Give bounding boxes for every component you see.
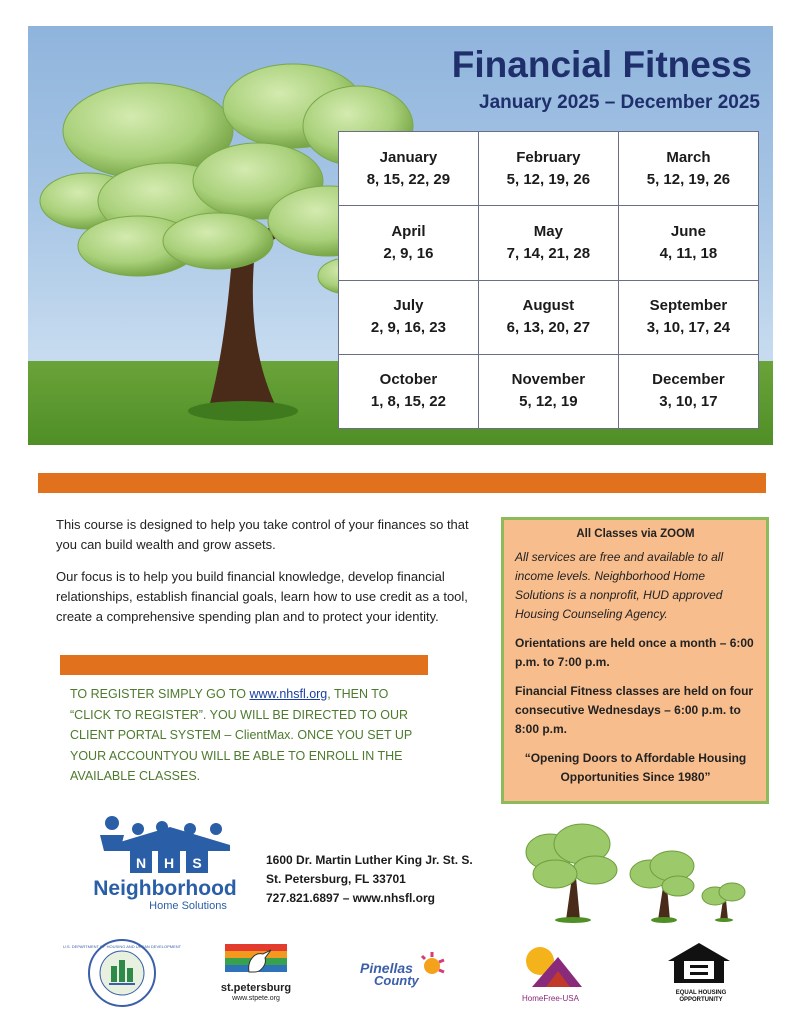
stpete-url: www.stpete.org — [232, 995, 280, 1002]
classes-text: Financial Fitness classes are held on four consecutive Wednesdays – 6:00 p.m. to 8:00 p.m. — [515, 684, 754, 736]
homefree-usa-logo — [522, 943, 588, 1004]
hud-seal-text: U.S. DEPARTMENT OF HOUSING AND URBAN DEVELOPMENT — [62, 944, 182, 949]
address-block — [266, 851, 473, 908]
register-link[interactable]: www.nhsfl.org — [249, 687, 328, 701]
orange-divider-small — [60, 655, 428, 675]
intro-paragraph-1: This course is designed to help you take control of your finances so that you can build wealth and grow assets. — [56, 517, 469, 552]
page-title: Financial Fitness — [451, 44, 752, 85]
calendar-cell: September 3, 10, 17, 24 — [618, 280, 758, 354]
equal-housing-logo — [666, 941, 736, 1004]
county-word: County — [374, 973, 419, 988]
calendar-cell: April 2, 9, 16 — [339, 206, 479, 280]
intro-paragraph-2: Our focus is to help you build financial knowledge, develop financial relationships, establish financial goals, learn how to use credit as a tool, create a comprehensive spending plan and to protect your identity. — [56, 569, 468, 624]
register-text-before: TO REGISTER SIMPLY GO TO — [70, 687, 250, 701]
pinellas-word: Pinellas — [360, 960, 413, 976]
info-box — [501, 517, 769, 804]
stpete-logo — [219, 942, 293, 1003]
course-description — [56, 515, 492, 639]
contact-line: 727.821.6897 – www.nhsfl.org — [266, 891, 435, 905]
hud-seal-icon — [62, 938, 182, 1008]
sun-icon — [416, 950, 448, 982]
logo-name: Neighborhood — [93, 877, 237, 900]
logo-tagline: Home Solutions — [149, 900, 227, 912]
registration-instructions — [70, 684, 432, 787]
calendar-cell: March 5, 12, 19, 26 — [618, 132, 758, 206]
slogan: “Opening Doors to Affordable Housing Opportunities Since 1980” — [524, 751, 747, 784]
orientation-text: Orientations are held once a month – 6:00 p.m. to 7:00 p.m. — [515, 636, 754, 669]
logo-letter-h: H — [163, 855, 175, 871]
equal-housing-icon — [666, 941, 732, 985]
calendar-cell: February 5, 12, 19, 26 — [478, 132, 618, 206]
stpete-pelican-icon — [219, 942, 293, 978]
stpete-name: st.petersburg — [220, 982, 292, 994]
tree-illustration — [28, 26, 388, 445]
homefree-house-icon — [522, 943, 584, 989]
calendar-cell: July 2, 9, 16, 23 — [339, 280, 479, 354]
calendar-cell: December 3, 10, 17 — [618, 354, 758, 428]
pinellas-county-logo — [360, 950, 460, 994]
free-services-text: All services are free and available to all income levels. Neighborhood Home Solutions is a nonprofit, HUD approved Housing Counseling Agency. — [515, 550, 724, 621]
class-calendar — [338, 131, 759, 429]
homefree-text: HomeFree-USA — [522, 994, 579, 1003]
register-text-after: , THEN TO “CLICK TO REGISTER”. YOU WILL BE DIRECTED TO OUR CLIENT PORTAL SYSTEM – ClientMax. ONCE YOU SET UP YOUR ACCOUNTYOU WILL BE ABLE TO ENROLL IN THE AVAILABLE CLASSES. — [70, 687, 412, 783]
address-line-1: 1600 Dr. Martin Luther King Jr. St. S. — [266, 853, 473, 867]
page-subtitle: January 2025 – December 2025 — [479, 92, 760, 113]
eho-line-2: OPPORTUNITY — [679, 997, 723, 1003]
small-trees-icon — [520, 822, 760, 922]
calendar-cell: November 5, 12, 19 — [478, 354, 618, 428]
calendar-cell: June 4, 11, 18 — [618, 206, 758, 280]
calendar-cell: October 1, 8, 15, 22 — [339, 354, 479, 428]
calendar-cell: May 7, 14, 21, 28 — [478, 206, 618, 280]
calendar-cell: August 6, 13, 20, 27 — [478, 280, 618, 354]
calendar-cell: January 8, 15, 22, 29 — [339, 132, 479, 206]
nhs-logo — [90, 815, 250, 915]
eho-line-1: EQUAL HOUSING — [675, 990, 727, 996]
logo-letter-s: S — [192, 855, 202, 871]
zoom-heading: All Classes via ZOOM — [576, 528, 695, 540]
orange-divider — [38, 473, 766, 493]
address-line-2: St. Petersburg, FL 33701 — [266, 872, 406, 886]
logo-letter-n: N — [135, 855, 147, 871]
